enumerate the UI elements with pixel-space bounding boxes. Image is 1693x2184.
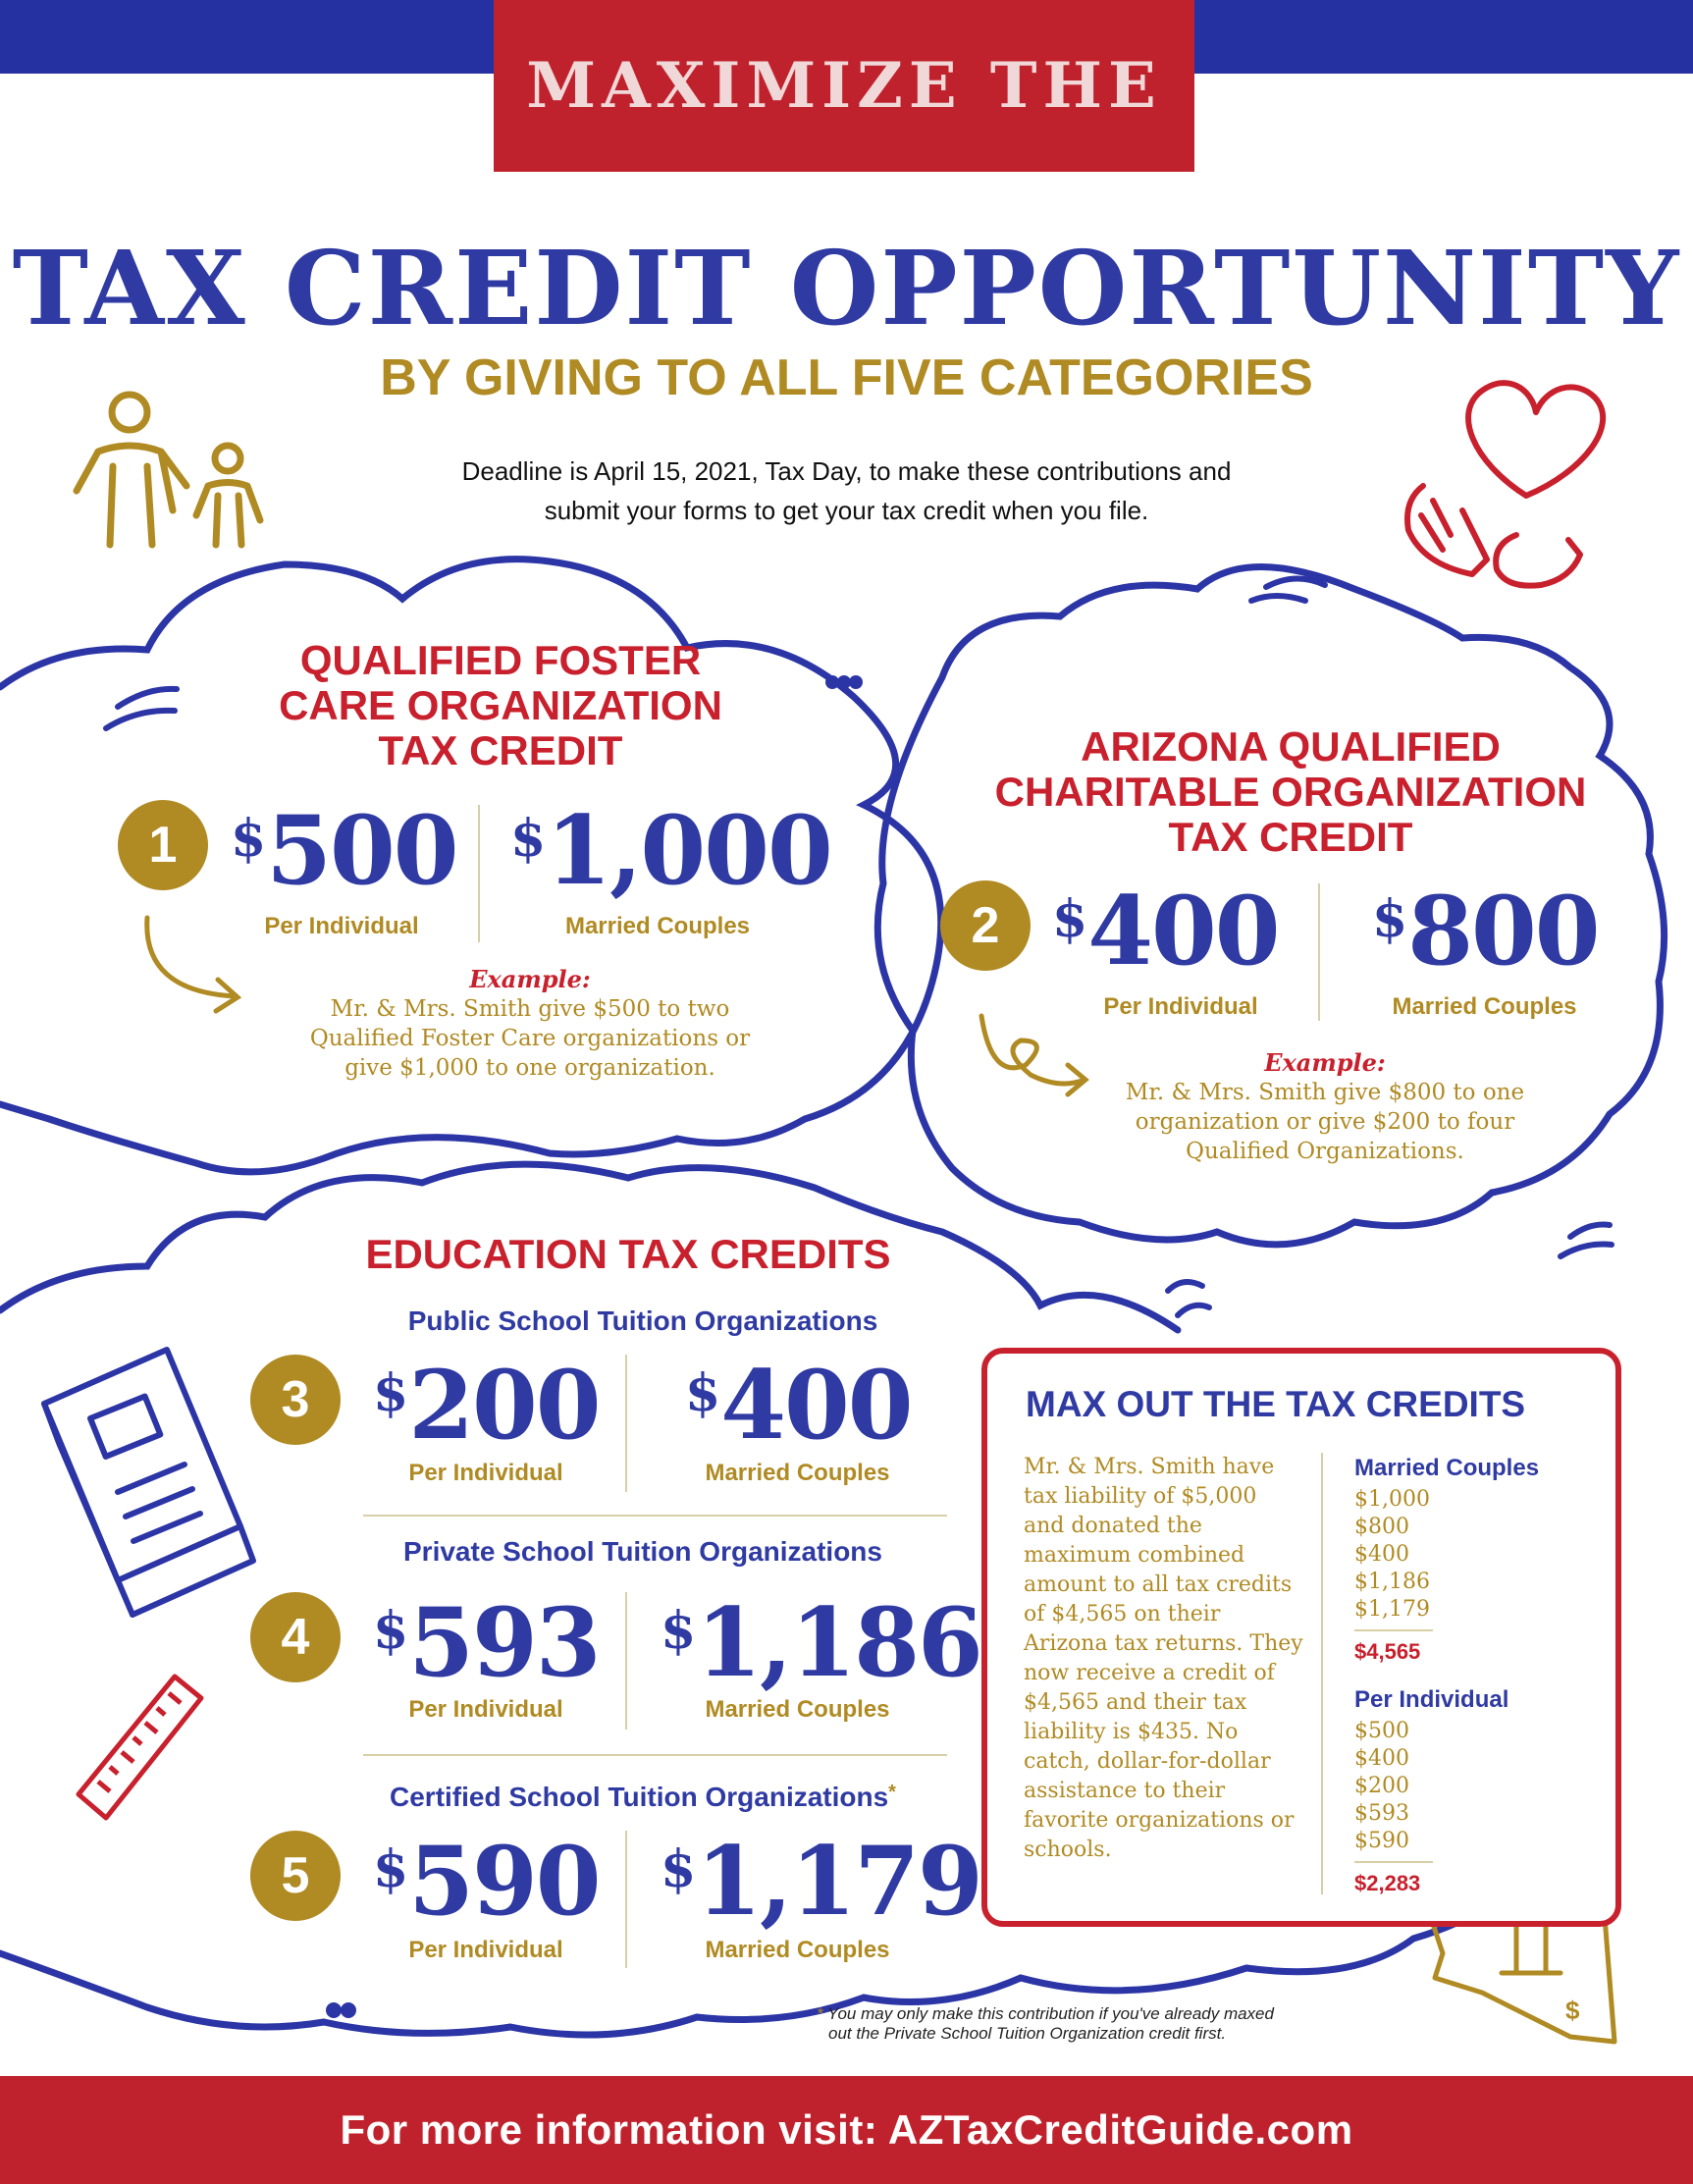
private-school-number-badge: 4: [250, 1592, 341, 1682]
currency-symbol: $: [1372, 889, 1408, 949]
list-item: $400: [1354, 1746, 1409, 1771]
total-rule: [1354, 1629, 1433, 1631]
divider: [625, 1355, 627, 1492]
max-out-title: MAX OUT THE TAX CREDITS: [1026, 1384, 1526, 1424]
currency-symbol: $: [685, 1363, 721, 1423]
footnote-marker: *: [888, 1782, 896, 1803]
individual-list: [1354, 1718, 1508, 1855]
currency-symbol: $: [373, 1839, 409, 1899]
list-item: $500: [1354, 1719, 1409, 1743]
deadline-line-2: submit your forms to get your tax credit when you file.: [544, 496, 1149, 525]
amount-value: 1,186: [696, 1587, 981, 1698]
dollar-sign-2: $: [1565, 1996, 1580, 2025]
charitable-number-badge: 2: [940, 880, 1031, 971]
amount-value: 200: [408, 1350, 600, 1461]
education-title: EDUCATION TAX CREDITS: [365, 1231, 891, 1277]
ruler-icon: [79, 1677, 201, 1818]
private-couple-amount: [661, 1587, 981, 1698]
certified-school-heading: [334, 1782, 952, 1813]
foster-example-line-2: Qualified Foster Care organizations or: [309, 1026, 751, 1051]
charitable-couple-amount: [1372, 876, 1599, 986]
total-rule: [1354, 1861, 1433, 1863]
foster-individual-label: Per Individual: [264, 913, 419, 939]
amount-value: 400: [1087, 876, 1279, 986]
certified-individual-amount: [373, 1826, 600, 1937]
charitable-example-line-2: organization or give $200 to four: [1135, 1109, 1515, 1135]
curved-arrow-icon: [147, 918, 238, 1011]
couples-heading: Married Couples: [1354, 1455, 1540, 1481]
charitable-example-line-3: Qualified Organizations.: [1186, 1139, 1464, 1164]
currency-symbol: $: [373, 1601, 409, 1661]
charitable-title: [957, 724, 1624, 860]
foster-title-line-3: TAX CREDIT: [378, 727, 623, 773]
foster-example-text: [265, 994, 795, 1083]
family-icon: [77, 395, 260, 545]
divider: [625, 1592, 627, 1730]
foster-couple-label: Married Couples: [564, 913, 751, 939]
page-title: TAX CREDIT OPPORTUNITY: [12, 228, 1681, 348]
page-subtitle: BY GIVING TO ALL FIVE CATEGORIES: [380, 349, 1313, 406]
currency-symbol: $: [1052, 889, 1088, 949]
footnote-line-2: out the Private School Tuition Organization credit first.: [828, 2024, 1227, 2043]
private-individual-label: Per Individual: [408, 1696, 563, 1723]
list-item: $590: [1354, 1829, 1409, 1853]
certified-couple-label: Married Couples: [705, 1937, 890, 1963]
heart-hands-icon: [1407, 383, 1603, 586]
max-out-paragraph: Mr. & Mrs. Smith have tax liability of $5,000 and donated the maximum combined amount to all tax credits of $4,565 on their Arizona tax returns. They now receive a credit of $4,565 and their tax liability is $435. No catch, dollar-for-dollar assistance to their favorite organizations or schools.: [1024, 1455, 1303, 1862]
couples-list: [1354, 1486, 1539, 1624]
charitable-title-line-3: TAX CREDIT: [1168, 814, 1413, 860]
footnote: [817, 2004, 1366, 2044]
charitable-example-text: [1065, 1078, 1585, 1166]
amount-value: 400: [720, 1350, 912, 1461]
footer-bar: [0, 2076, 1693, 2184]
list-item: $200: [1354, 1774, 1409, 1798]
charitable-title-line-1: ARIZONA QUALIFIED: [1081, 723, 1501, 770]
private-individual-amount: [373, 1587, 600, 1698]
individual-total: $2,283: [1354, 1871, 1421, 1895]
foster-couple-amount: [510, 795, 831, 906]
foster-title: [236, 638, 766, 773]
charitable-couple-label: Married Couples: [1392, 993, 1577, 1020]
charitable-example-title: Example:: [1264, 1048, 1386, 1077]
divider: [478, 805, 480, 942]
certified-couple-amount: [661, 1826, 981, 1937]
currency-symbol: $: [510, 809, 547, 869]
list-item: $1,179: [1354, 1597, 1430, 1622]
list-item: $593: [1354, 1801, 1409, 1826]
couples-total: $4,565: [1354, 1639, 1421, 1664]
charitable-example-line-1: Mr. & Mrs. Smith give $800 to one: [1125, 1080, 1525, 1105]
max-out-divider: [1321, 1453, 1323, 1894]
amount-value: 800: [1407, 876, 1599, 986]
banner-text: MAXIMIZE THE: [526, 49, 1162, 123]
certified-school-heading-text: Certified School Tuition Organizations: [390, 1782, 889, 1812]
public-couple-amount: [685, 1350, 912, 1461]
individual-heading: Per Individual: [1354, 1686, 1509, 1713]
divider: [625, 1831, 627, 1968]
foster-example-line-1: Mr. & Mrs. Smith give $500 to two: [330, 996, 730, 1022]
private-couple-label: Married Couples: [705, 1696, 890, 1723]
amount-value: 1,000: [546, 795, 831, 906]
charitable-individual-amount: [1052, 876, 1279, 986]
amount-value: 500: [266, 795, 457, 906]
public-individual-label: Per Individual: [408, 1460, 563, 1486]
certified-individual-label: Per Individual: [408, 1937, 563, 1963]
individual-column: [1354, 1686, 1508, 1896]
foster-title-line-2: CARE ORGANIZATION: [279, 682, 722, 728]
footer-link-text[interactable]: For more information visit: AZTaxCreditGuide.com: [340, 2106, 1353, 2153]
certified-school-number-badge: 5: [250, 1831, 341, 1921]
footnote-star: *: [817, 2004, 823, 2023]
public-school-number-badge: 3: [250, 1355, 341, 1445]
public-school-heading: Public School Tuition Organizations: [407, 1305, 878, 1336]
deadline-line-1: Deadline is April 15, 2021, Tax Day, to make these contributions and: [461, 456, 1232, 486]
amount-value: 590: [408, 1826, 600, 1937]
section-divider: [363, 1754, 947, 1756]
section-divider: [363, 1515, 947, 1517]
charitable-title-line-2: CHARITABLE ORGANIZATION: [994, 769, 1587, 815]
currency-symbol: $: [661, 1839, 697, 1899]
list-item: $1,000: [1354, 1487, 1430, 1512]
divider: [1318, 883, 1320, 1021]
list-item: $800: [1354, 1515, 1409, 1539]
private-school-heading: Private School Tuition Organizations: [403, 1536, 882, 1567]
foster-title-line-1: QUALIFIED FOSTER: [299, 637, 702, 683]
currency-symbol: $: [661, 1601, 697, 1661]
book-icon: [44, 1350, 253, 1615]
couples-column: [1354, 1455, 1539, 1665]
list-item: $1,186: [1354, 1570, 1430, 1594]
currency-symbol: $: [231, 809, 267, 869]
amount-value: 593: [408, 1587, 600, 1698]
public-individual-amount: [373, 1350, 600, 1461]
amount-value: 1,179: [696, 1826, 981, 1937]
currency-symbol: $: [373, 1363, 409, 1423]
public-couple-label: Married Couples: [705, 1460, 890, 1486]
footnote-line-1: You may only make this contribution if you've already maxed: [827, 2004, 1274, 2023]
foster-example-title: Example:: [469, 965, 591, 993]
list-item: $400: [1354, 1542, 1409, 1567]
charitable-individual-label: Per Individual: [1103, 993, 1258, 1020]
foster-individual-amount: [231, 795, 457, 906]
foster-number-badge: 1: [118, 800, 208, 890]
foster-example-line-3: give $1,000 to one organization.: [344, 1055, 715, 1081]
